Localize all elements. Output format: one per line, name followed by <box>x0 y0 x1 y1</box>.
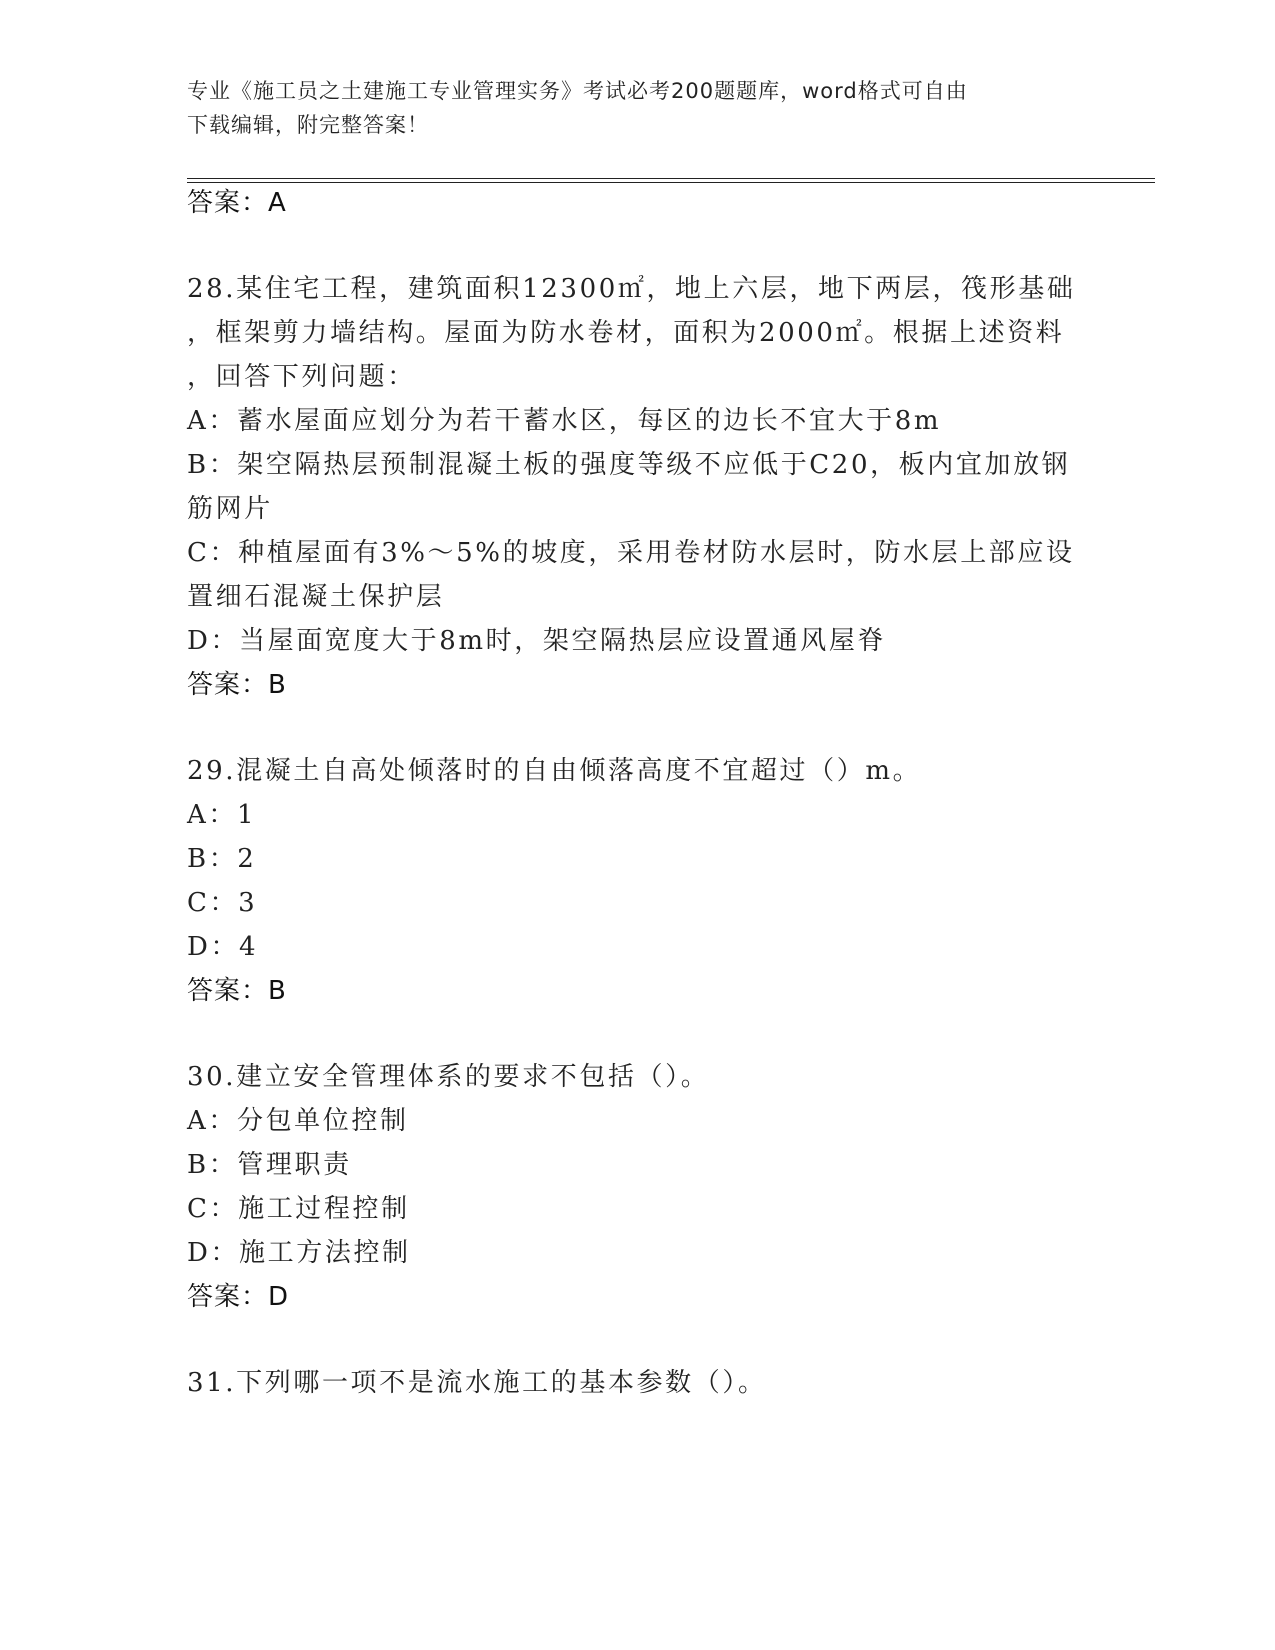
q28-option-b-line-1: B：架空隔热层预制混凝土板的强度等级不应低于C20，板内宜加放钢 <box>187 450 1071 480</box>
header-line-2: 下载编辑，附完整答案！ <box>187 113 429 137</box>
q29-option-a: A：1 <box>187 800 257 830</box>
q28-answer: 答案：B <box>187 670 287 700</box>
header-divider-top <box>187 178 1155 179</box>
q28-stem-line-3: ，回答下列问题： <box>187 362 416 392</box>
q31-stem: 31.下列哪一项不是流水施工的基本参数（）。 <box>187 1368 767 1398</box>
q30-option-d: D：施工方法控制 <box>187 1238 411 1268</box>
q28-option-c-line-1: C：种植屋面有3%～5%的坡度，采用卷材防水层时，防水层上部应设 <box>187 538 1075 568</box>
header-line-1: 专业《施工员之土建施工专业管理实务》考试必考200题题库，word格式可自由 <box>187 79 968 103</box>
q28-option-d: D：当屋面宽度大于8m时，架空隔热层应设置通风屋脊 <box>187 626 887 656</box>
q30-answer: 答案：D <box>187 1282 290 1312</box>
q29-answer: 答案：B <box>187 976 287 1006</box>
q29-option-b: B：2 <box>187 844 257 874</box>
q30-option-a: A：分包单位控制 <box>187 1106 409 1136</box>
q28-stem-line-2: ，框架剪力墙结构。屋面为防水卷材，面积为2000㎡。根据上述资料 <box>187 318 1065 348</box>
q29-option-c: C：3 <box>187 888 258 918</box>
q29-option-d: D：4 <box>187 932 259 962</box>
q28-option-a: A：蓄水屋面应划分为若干蓄水区，每区的边长不宜大于8m <box>187 406 942 436</box>
document-header <box>187 74 1067 142</box>
q30-stem: 30.建立安全管理体系的要求不包括（）。 <box>187 1062 710 1092</box>
q28-option-c-line-2: 置细石混凝土保护层 <box>187 582 445 612</box>
header-divider-bottom <box>187 182 1155 183</box>
q28-stem-line-1: 28.某住宅工程，建筑面积12300㎡，地上六层，地下两层，筏形基础 <box>187 274 1076 304</box>
q29-stem: 29.混凝土自高处倾落时的自由倾落高度不宜超过（）m。 <box>187 756 922 786</box>
q30-option-c: C：施工过程控制 <box>187 1194 410 1224</box>
answer-27: 答案：A <box>187 188 287 218</box>
q30-option-b: B：管理职责 <box>187 1150 352 1180</box>
q28-option-b-line-2: 筋网片 <box>187 494 273 524</box>
